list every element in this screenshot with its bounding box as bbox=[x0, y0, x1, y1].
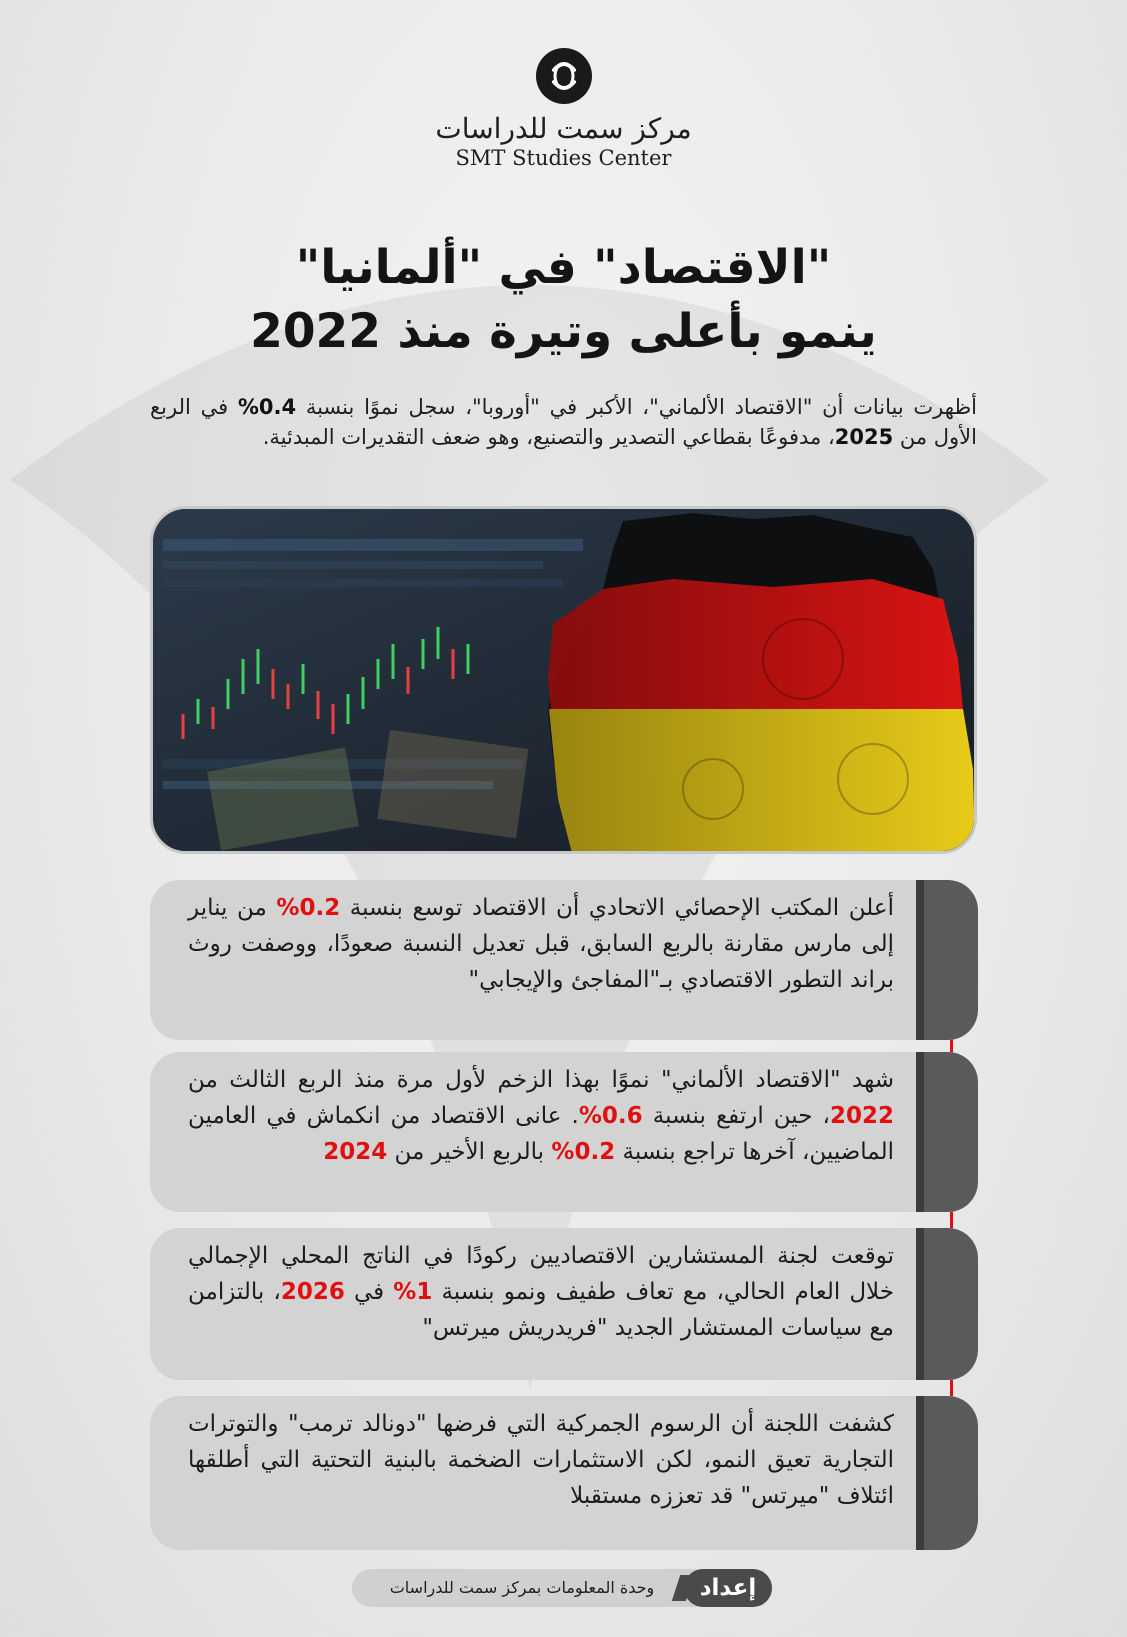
card-4-text-1: كشفت اللجنة أن الرسوم الجمركية التي فرضها "دونالد ترمب" والتوترات التجارية تعيق النمو، لكن الاستثمارات الضخمة بالبنية التحتية التي أطلقها ائتلاف "ميرتس" قد تعززه مستقبلا bbox=[188, 1411, 894, 1509]
card-2-value-2: 0.6% bbox=[578, 1103, 643, 1129]
footer-credit-text: وحدة المعلومات بمركز سمت للدراسات bbox=[389, 1578, 655, 1597]
card-1-text bbox=[188, 890, 894, 998]
card-bar bbox=[922, 880, 978, 1040]
card-3-text bbox=[188, 1238, 894, 1346]
intro-text-1: أظهرت بيانات أن "الاقتصاد الألماني"، الأكبر في "أوروبا"، سجل نموًا بنسبة bbox=[296, 395, 977, 419]
brand-mark-icon bbox=[536, 48, 592, 104]
card-2-value-1: 2022 bbox=[829, 1103, 894, 1129]
footer-credit bbox=[352, 1569, 772, 1607]
intro-text-2: في الربع الأول من bbox=[150, 395, 977, 449]
photo-illustration bbox=[153, 509, 977, 854]
germany-economy-photo bbox=[150, 506, 977, 854]
card-4-text bbox=[188, 1406, 894, 1514]
card-2-text-3: . عانى الاقتصاد من انكماش في العامين الماضيين، آخرها تراجع بنسبة bbox=[188, 1103, 894, 1165]
page-title bbox=[80, 236, 1047, 364]
card-1-value-1: 0.2% bbox=[276, 895, 341, 921]
card-bar bbox=[922, 1228, 978, 1380]
card-bar bbox=[922, 1396, 978, 1550]
card-3-text-2: في bbox=[344, 1279, 394, 1305]
card-bar bbox=[922, 1052, 978, 1212]
card-2-value-4: 2024 bbox=[323, 1139, 388, 1165]
brand-name-arabic: مركز سمت للدراسات bbox=[435, 112, 692, 145]
card-3-text-3: ، بالتزامن مع سياسات المستشار الجديد "فريدريش ميرتس" bbox=[188, 1279, 894, 1341]
card-2-text-4: بالربع الأخير من bbox=[387, 1139, 552, 1165]
info-card-4 bbox=[150, 1396, 978, 1550]
card-3-value-1: 1% bbox=[393, 1279, 433, 1305]
intro-value-1: 0.4% bbox=[237, 395, 297, 419]
card-2-value-3: 0.2% bbox=[551, 1139, 616, 1165]
title-line-1: "الاقتصاد" في "ألمانيا" bbox=[295, 240, 832, 295]
info-card-3 bbox=[150, 1228, 978, 1380]
info-card-1 bbox=[150, 880, 978, 1040]
intro-paragraph bbox=[150, 392, 977, 452]
card-3-value-2: 2026 bbox=[280, 1279, 345, 1305]
brand-logo bbox=[0, 48, 1127, 170]
card-1-text-2: من يناير إلى مارس مقارنة بالربع السابق، قبل تعديل النسبة صعودًا، ووصفت روث براند التطور الاقتصادي بـ"المفاجئ والإيجابي" bbox=[188, 895, 894, 993]
card-3-text-1: توقعت لجنة المستشارين الاقتصاديين ركودًا في الناتج المحلي الإجمالي خلال العام الحالي، مع تعاف طفيف ونمو بنسبة bbox=[188, 1243, 894, 1305]
title-line-2: ينمو بأعلى وتيرة منذ 2022 bbox=[250, 304, 877, 359]
intro-value-2: 2025 bbox=[834, 425, 894, 449]
intro-text-3: ، مدفوعًا بقطاعي التصدير والتصنيع، وهو ضعف التقديرات المبدئية. bbox=[262, 425, 835, 449]
info-card-2 bbox=[150, 1052, 978, 1212]
brand-name-english: SMT Studies Center bbox=[455, 146, 672, 170]
card-2-text bbox=[188, 1062, 894, 1170]
card-2-text-2: ، حين ارتفع بنسبة bbox=[642, 1103, 830, 1129]
card-2-text-1: شهد "الاقتصاد الألماني" نموًا بهذا الزخم لأول مرة منذ الربع الثالث من bbox=[188, 1067, 894, 1093]
card-1-text-1: أعلن المكتب الإحصائي الاتحادي أن الاقتصاد توسع بنسبة bbox=[340, 895, 894, 921]
footer-badge: إعداد bbox=[684, 1569, 772, 1607]
